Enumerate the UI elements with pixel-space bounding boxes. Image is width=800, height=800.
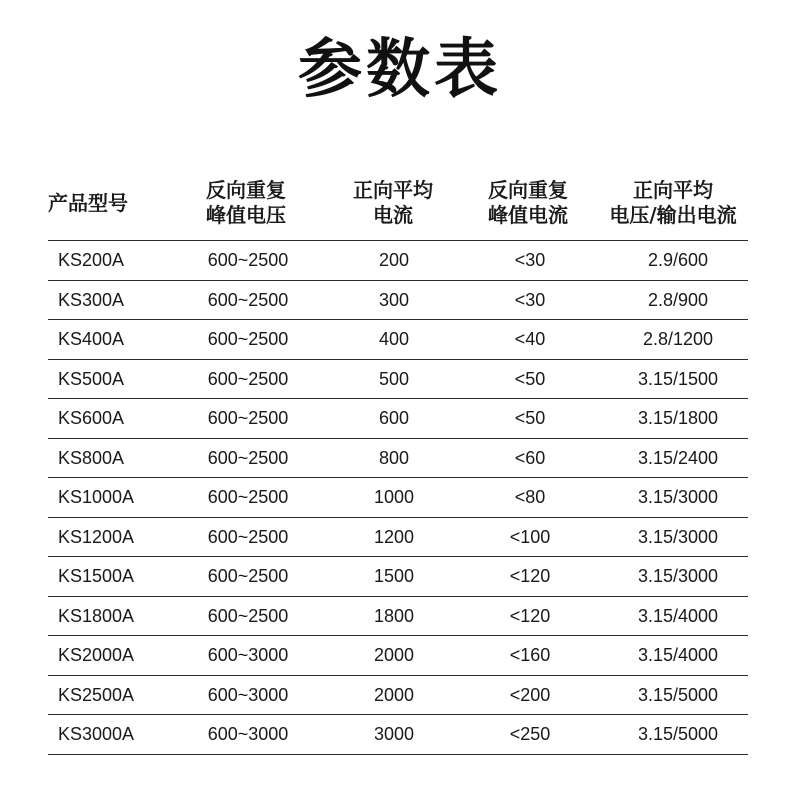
header-reverse-peak-current-line1: 反向重复 bbox=[488, 178, 568, 202]
cell-forward-avg-current: 1800 bbox=[373, 605, 415, 626]
cell-forward-avg-current: 1500 bbox=[373, 566, 415, 586]
cell-forward-voltage-output-current: 3.15/3000 bbox=[637, 487, 719, 507]
cell-reverse-peak-voltage: 600~2500 bbox=[207, 526, 289, 547]
cell-forward-voltage-output-current: 3.15/4000 bbox=[637, 645, 719, 665]
cell-model: KS1200A bbox=[58, 526, 135, 547]
cell-model: KS2500A bbox=[58, 684, 135, 705]
cell-forward-voltage-output-current: 2.8/900 bbox=[647, 289, 709, 310]
cell-forward-voltage-output-current: 2.8/1200 bbox=[642, 329, 714, 349]
cell-model: KS2000A bbox=[58, 645, 135, 665]
header-model bbox=[48, 191, 148, 216]
cell-forward-voltage-output-current: 3.15/1500 bbox=[637, 368, 719, 389]
cell-reverse-peak-voltage: 600~2500 bbox=[207, 250, 289, 270]
header-reverse-peak-current-line2: 峰值电流 bbox=[488, 203, 568, 227]
cell-forward-voltage-output-current: 3.15/3000 bbox=[637, 566, 719, 586]
cell-reverse-peak-current: <30 bbox=[514, 250, 546, 270]
cell-forward-voltage-output-current: 3.15/3000 bbox=[637, 526, 719, 547]
cell-forward-avg-current: 200 bbox=[378, 250, 410, 270]
cell-forward-avg-current: 2000 bbox=[373, 684, 415, 705]
header-forward-voltage-output-current bbox=[593, 178, 753, 228]
cell-model: KS3000A bbox=[58, 724, 135, 744]
cell-reverse-peak-voltage: 600~2500 bbox=[207, 447, 289, 468]
table-row bbox=[48, 597, 748, 637]
cell-reverse-peak-voltage: 600~2500 bbox=[207, 289, 289, 310]
cell-reverse-peak-current: <40 bbox=[514, 329, 546, 349]
cell-model: KS800A bbox=[58, 447, 125, 468]
table-body bbox=[48, 240, 748, 755]
cell-reverse-peak-current: <60 bbox=[514, 447, 546, 468]
header-forward-voltage-output-current-line2: 电压/输出电流 bbox=[609, 203, 737, 227]
header-forward-avg-current-line2: 电流 bbox=[373, 203, 413, 227]
cell-reverse-peak-current: <120 bbox=[509, 566, 551, 586]
cell-forward-avg-current: 1200 bbox=[373, 526, 415, 547]
cell-reverse-peak-voltage: 600~3000 bbox=[207, 724, 289, 744]
cell-forward-voltage-output-current: 3.15/4000 bbox=[637, 605, 719, 626]
cell-forward-avg-current: 300 bbox=[378, 289, 410, 310]
table-row bbox=[48, 281, 748, 321]
table-row bbox=[48, 241, 748, 281]
cell-model: KS300A bbox=[58, 289, 125, 310]
cell-forward-avg-current: 400 bbox=[378, 329, 410, 349]
cell-forward-voltage-output-current: 2.9/600 bbox=[647, 250, 709, 270]
cell-reverse-peak-current: <30 bbox=[514, 289, 546, 310]
cell-forward-avg-current: 600 bbox=[378, 408, 410, 428]
header-forward-avg-current-line1: 正向平均 bbox=[353, 178, 433, 202]
cell-reverse-peak-current: <120 bbox=[509, 605, 551, 626]
table-row bbox=[48, 557, 748, 597]
table-row bbox=[48, 320, 748, 360]
table-header bbox=[48, 170, 748, 240]
cell-forward-avg-current: 800 bbox=[378, 447, 410, 468]
header-model-line1: 产品型号 bbox=[48, 191, 128, 215]
cell-reverse-peak-current: <50 bbox=[514, 408, 546, 428]
cell-forward-voltage-output-current: 3.15/5000 bbox=[637, 684, 719, 705]
cell-reverse-peak-voltage: 600~2500 bbox=[207, 566, 289, 586]
table-row bbox=[48, 676, 748, 716]
cell-forward-voltage-output-current: 3.15/1800 bbox=[637, 408, 719, 428]
page-title: 参数表 bbox=[298, 33, 502, 107]
cell-reverse-peak-current: <160 bbox=[509, 645, 551, 665]
header-reverse-peak-voltage-line2: 峰值电压 bbox=[206, 203, 286, 227]
table-row bbox=[48, 715, 748, 755]
cell-reverse-peak-current: <80 bbox=[514, 487, 546, 507]
cell-reverse-peak-voltage: 600~3000 bbox=[207, 645, 289, 665]
table-row bbox=[48, 478, 748, 518]
header-forward-avg-current bbox=[338, 178, 448, 228]
cell-forward-voltage-output-current: 3.15/5000 bbox=[637, 724, 719, 744]
cell-reverse-peak-voltage: 600~2500 bbox=[207, 605, 289, 626]
cell-forward-avg-current: 500 bbox=[378, 368, 410, 389]
cell-reverse-peak-voltage: 600~2500 bbox=[207, 408, 289, 428]
cell-forward-voltage-output-current: 3.15/2400 bbox=[637, 447, 719, 468]
cell-model: KS600A bbox=[58, 408, 125, 428]
cell-model: KS400A bbox=[58, 329, 125, 349]
cell-reverse-peak-current: <50 bbox=[514, 368, 546, 389]
table-row bbox=[48, 399, 748, 439]
cell-model: KS500A bbox=[58, 368, 125, 389]
cell-model: KS1800A bbox=[58, 605, 135, 626]
cell-forward-avg-current: 3000 bbox=[373, 724, 415, 744]
cell-reverse-peak-voltage: 600~2500 bbox=[207, 329, 289, 349]
header-reverse-peak-voltage bbox=[191, 178, 301, 228]
table-row bbox=[48, 439, 748, 479]
cell-reverse-peak-voltage: 600~2500 bbox=[207, 487, 289, 507]
table-row bbox=[48, 360, 748, 400]
cell-reverse-peak-current: <100 bbox=[509, 526, 551, 547]
cell-reverse-peak-voltage: 600~2500 bbox=[207, 368, 289, 389]
header-reverse-peak-current bbox=[473, 178, 583, 228]
parameter-table bbox=[48, 170, 748, 755]
cell-model: KS1000A bbox=[58, 487, 135, 507]
header-forward-voltage-output-current-line1: 正向平均 bbox=[633, 178, 713, 202]
cell-forward-avg-current: 2000 bbox=[373, 645, 415, 665]
table-row bbox=[48, 636, 748, 676]
table-row bbox=[48, 518, 748, 558]
header-reverse-peak-voltage-line1: 反向重复 bbox=[206, 178, 286, 202]
cell-reverse-peak-current: <250 bbox=[509, 724, 551, 744]
cell-forward-avg-current: 1000 bbox=[373, 487, 415, 507]
cell-reverse-peak-voltage: 600~3000 bbox=[207, 684, 289, 705]
cell-model: KS1500A bbox=[58, 566, 135, 586]
cell-model: KS200A bbox=[58, 250, 125, 270]
cell-reverse-peak-current: <200 bbox=[509, 684, 551, 705]
